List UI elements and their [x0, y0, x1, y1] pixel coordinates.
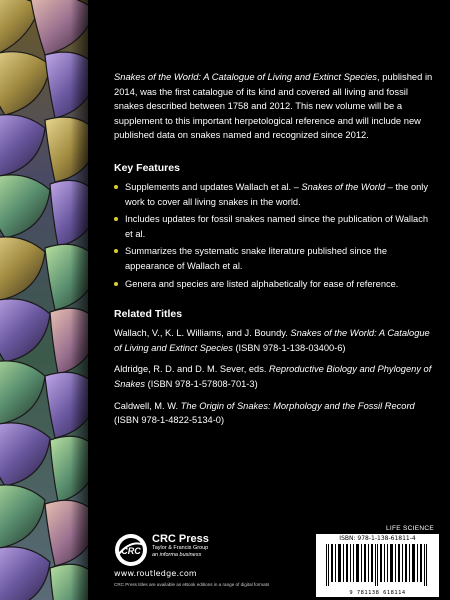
bullet-icon [114, 217, 118, 221]
bullet-icon [114, 249, 118, 253]
isbn-text: ISBN: 978-1-138-61811-4 [339, 535, 416, 542]
related-titles-heading: Related Titles [114, 308, 183, 321]
related-title-3: Caldwell, M. W. The Origin of Snakes: Morphology and the Fossil Record (ISBN 978-1-4822-5134-0) [114, 400, 415, 426]
isbn-barcode [316, 534, 439, 597]
list-item: Summarizes the systematic snake literature published since the appearance of Wallach et al. [114, 244, 434, 273]
intro-text: , published in 2014, was the first catalogue of its kind and covered all living and fossil snakes described between 1758 and 2012. This new volume will be a supplement to this important herpetological reference and will include new published data on snakes named and recognized since 2012. [114, 71, 433, 141]
snake-scales-image [0, 0, 88, 600]
bullet-icon [114, 282, 118, 286]
publisher-group: Taylor & Francis Group [152, 545, 209, 551]
list-item: Includes updates for fossil snakes named since the publication of Wallach et al. [114, 212, 434, 241]
barcode-digits: 9 781138 618114 [349, 590, 406, 596]
ebook-note: CRC Press titles are available as eBook editions in a range of digital formats [114, 582, 270, 587]
related-title-2: Aldridge, R. D. and D. M. Sever, eds. Reproductive Biology and Phylogeny of Snakes (ISBN 978-1-57808-701-3) [114, 364, 432, 389]
publisher-footer [114, 525, 444, 600]
crc-logo-icon [114, 533, 148, 567]
publisher-website: www.routledge.com [114, 569, 197, 578]
category-label: LIFE SCIENCE [385, 525, 434, 532]
publisher-block [152, 533, 209, 559]
description-block [114, 70, 434, 435]
intro-title: Snakes of the World: A Catalogue of Living and Extinct Species [114, 71, 377, 82]
list-item: Genera and species are listed alphabetically for ease of reference. [114, 277, 434, 292]
key-features-list [114, 180, 434, 291]
publisher-name: CRC Press [152, 533, 209, 545]
key-features-heading: Key Features [114, 161, 180, 174]
publisher-informa: an informa business [152, 552, 202, 558]
barcode-icon [320, 544, 435, 586]
bullet-icon [114, 185, 118, 189]
list-item: Supplements and updates Wallach et al. – Snakes of the World – the only work to cover all living snakes in the world. [114, 180, 434, 209]
related-title-1: Wallach, V., K. L. Williams, and J. Boundy. Snakes of the World: A Catalogue of Living and Extinct Species (ISBN 978-1-138-03400-6) [114, 328, 430, 353]
crc-logo-text: CRC [121, 546, 141, 556]
intro-paragraph [114, 70, 434, 143]
